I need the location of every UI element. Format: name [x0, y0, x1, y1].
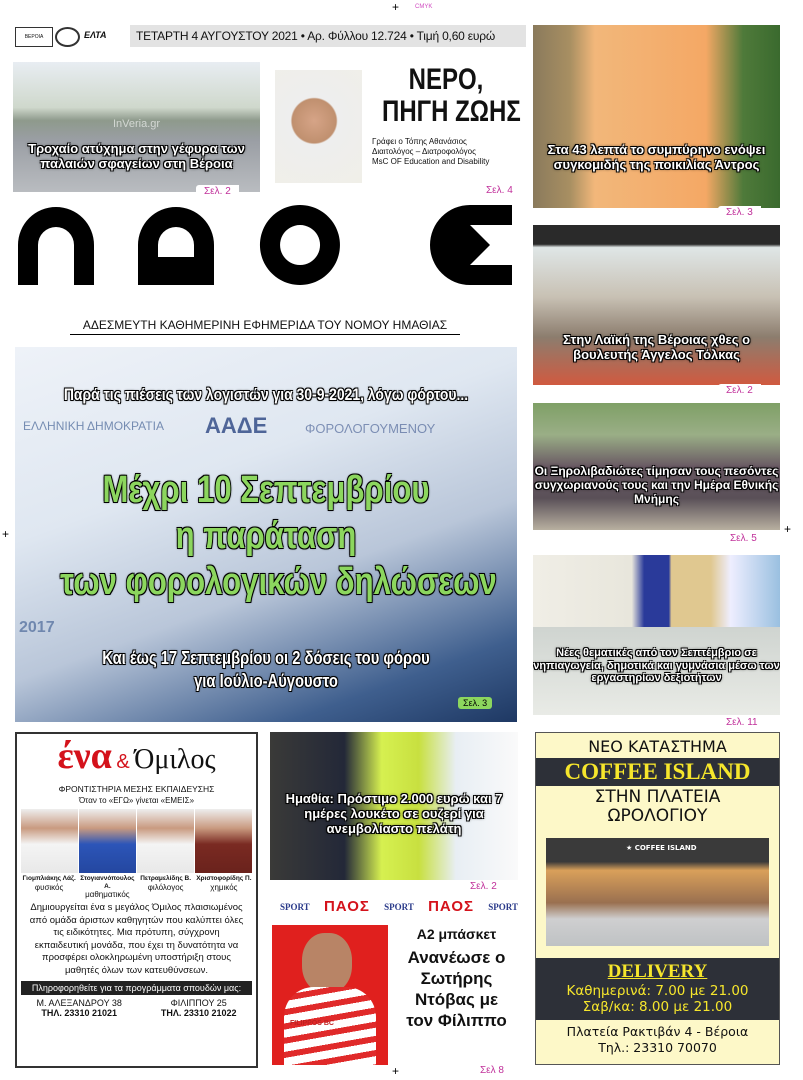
- registration-mark: +: [2, 527, 10, 541]
- page-ref[interactable]: Σελ. 4: [478, 184, 521, 197]
- photo-text: ΕΛΛΗΝΙΚΗ ΔΗΜΟΚΡΑΤΙΑ: [23, 419, 164, 433]
- classroom-photo[interactable]: [533, 555, 780, 715]
- main-subhead: Και έως 17 Σεπτεμβρίου οι 2 δόσεις του φόρου για Ιούλιο-Αύγουστο: [102, 648, 430, 691]
- page-ref[interactable]: Σελ 8: [472, 1064, 512, 1077]
- photo-text: 2017: [19, 619, 55, 636]
- logo-letter-omicron: [260, 205, 340, 285]
- storefront-photo: [546, 838, 769, 946]
- registration-mark: +: [784, 522, 792, 536]
- sport-kicker: Α2 μπάσκετ: [416, 926, 497, 942]
- registration-mark: +: [392, 1064, 400, 1078]
- story-headline[interactable]: Ημαθία: Πρόστιμο 2.000 ευρώ και 7 ημέρες λουκέτο σε ουζερί για ανεμβολίαστο πελάτη: [285, 791, 503, 836]
- story-headline[interactable]: Στα 43 λεπτά το συμπύρηνο ενόψει συγκομιδής της ποικιλίας Άντρος: [547, 142, 766, 172]
- masthead-tagline: ΑΔΕΣΜΕΥΤΗ ΚΑΘΗΜΕΡΙΝΗ ΕΦΗΜΕΡΙΔΑ ΤΟΥ ΝΟΜΟΥ ΗΜΑΘΙΑΣ: [70, 318, 460, 335]
- omilos-ad[interactable]: [15, 732, 258, 1068]
- cmyk-mark: CMYK: [415, 4, 433, 10]
- photo-text: ΦΟΡΟΛΟΓΟΥΜΕΝΟΥ: [305, 421, 436, 436]
- masthead-logo: [18, 205, 512, 285]
- sport-headline[interactable]: Ανανέωσε ο Σωτήρης Ντόβας με τον Φίλιππο: [406, 948, 507, 1030]
- story-headline[interactable]: Στην Λαϊκή της Βέροιας χθες ο βουλευτής Άγγελος Τόλκας: [562, 332, 751, 362]
- story-headline[interactable]: Οι Ξηρολιβαδιώτες τίμησαν τους πεσόντες συγχωριανούς τους και την Ημέρα Εθνικής Μνήμης: [534, 464, 779, 506]
- teachers-row: [20, 809, 253, 899]
- teacher-card: Πετραμελίδης Β. φιλόλογος: [137, 809, 194, 899]
- teacher-photo: [195, 809, 252, 873]
- teacher-photo: [21, 809, 78, 873]
- peach-harvest-photo[interactable]: [533, 25, 780, 208]
- omilos-subtitle: ΦΡΟΝΤΙΣΤΗΡΙΑ ΜΕΣΗΣ ΕΚΠΑΙΔΕΥΣΗΣ: [58, 784, 215, 794]
- page-ref[interactable]: Σελ. 3: [718, 206, 761, 219]
- ampersand-icon: &: [116, 751, 130, 773]
- column-byline: Γράφει ο Τόπης Αθανάσιος Διαιτολόγος – Διατροφολόγος MsC OF Education and Disability: [372, 137, 490, 166]
- page-ref[interactable]: Σελ. 5: [722, 532, 765, 545]
- basketball-player-photo[interactable]: FILIPPOS BC: [272, 925, 388, 1065]
- logo-letter-alpha: [138, 207, 214, 285]
- omilos-body: Δημιουργείται ένα s μεγάλος Όμιλος πλαισιωμένος από ομάδα άριστων καθηγητών που καλύπτει όλες τις ειδικότητες. Μια πρότυπη, σύγχρονη εκπαιδευτική μονάδα, που έχει τη δυνατότητα να προσφέρει ολοκληρωμένη υποστήριξη στους μαθητές όλων των κατευθύνσεων.: [29, 902, 244, 976]
- sport-bar: SPORT ΠΑΟΣ SPORT ΠΑΟΣ SPORT: [280, 898, 518, 915]
- sport-story-text: [393, 926, 520, 1031]
- accident-headline[interactable]: Τροχαίο ατύχημα στην γέφυρα των παλαιών σφαγείων στη Βέροια: [28, 141, 245, 171]
- teacher-photo: [137, 809, 194, 873]
- registration-mark: +: [392, 0, 400, 14]
- page-ref[interactable]: Σελ. 2: [718, 384, 761, 397]
- teacher-card: Χριστοφορίδης Π. χημικός: [195, 809, 252, 899]
- paos-logo-small: ΠΑΟΣ: [323, 898, 370, 915]
- paos-logo-small: ΠΑΟΣ: [428, 898, 475, 915]
- memorial-photo[interactable]: [533, 403, 780, 530]
- page-ref[interactable]: Σελ. 3: [458, 697, 492, 709]
- teacher-photo: [79, 809, 136, 873]
- logo-letter-sigma: [430, 205, 512, 285]
- column-title: ΝΕΡΟ, ΠΗΓΗ ΖΩΗΣ: [382, 63, 521, 128]
- teacher-card: Γιομπλιάκης Λάζ. φυσικός: [21, 809, 78, 899]
- page-ref[interactable]: Σελ. 2: [462, 880, 505, 893]
- accident-photo[interactable]: [13, 62, 260, 192]
- elta-logo: ΕΛΤΑ: [84, 30, 107, 40]
- omilos-brand: ένα: [57, 735, 112, 777]
- main-headline: Μέχρι 10 Σεπτεμβρίου η παράταση των φορολογικών δηλώσεων: [60, 469, 497, 603]
- police-photo[interactable]: [270, 732, 518, 880]
- story-headline[interactable]: Νέες θεματικές από τον Σεπτέμβριο σε νηπιαγωγεία, δημοτικά και γυμνάσια μέσω των εργαστηρίων δεξιοτήτων: [533, 647, 780, 685]
- main-kicker[interactable]: Παρά τις πιέσεις των λογιστών για 30-9-2021, λόγω φόρτου...: [63, 385, 469, 404]
- omilos-addresses: Μ. ΑΛΕΞΑΝΔΡΟΥ 38 ΤΗΛ. 23310 21021 ΦΙΛΙΠΠΟΥ 25 ΤΗΛ. 23310 21022: [36, 998, 237, 1018]
- page-ref[interactable]: Σελ. 11: [718, 716, 766, 729]
- delivery-box: DELIVERY Καθημερινά: 7.00 με 21.00 Σαβ/κα: 8.00 με 21.00: [536, 958, 779, 1020]
- dateline: ΤΕΤΑΡΤΗ 4 ΑΥΓΟΥΣΤΟΥ 2021 • Αρ. Φύλλου 12.724 • Τιμή 0,60 ευρώ: [130, 25, 526, 47]
- omilos-info-bar: Πληροφορηθείτε για τα προγράμματα σπουδών μας:: [21, 981, 252, 995]
- author-photo: [275, 70, 362, 183]
- market-photo[interactable]: [533, 225, 780, 385]
- publisher-logo: ΒΕΡΟΙΑ: [15, 27, 53, 47]
- main-story-photo[interactable]: [15, 347, 517, 722]
- page-ref[interactable]: Σελ. 2: [196, 185, 239, 198]
- star-icon: ★ COFFEE ISLAND: [626, 844, 697, 852]
- omilos-motto: Όταν το «ΕΓΩ» γίνεται «ΕΜΕΙΣ»: [78, 796, 195, 805]
- watermark: InVeria.gr: [113, 118, 161, 130]
- coffee-island-ad[interactable]: ΝΕΟ ΚΑΤΑΣΤΗΜΑ COFFEE ISLAND ΣΤΗΝ ΠΛΑΤΕΙΑ ΩΡΟΛΟΓΙΟΥ ★ COFFEE ISLAND DELIVERY Καθημερινά: 7.00 με 21.00 Σαβ/κα: 8.00 με 21.00 Πλατεία Ρακτιβάν 4 - Βέροια Τηλ.: 23310 70070: [535, 732, 780, 1065]
- seal-logo: [55, 27, 80, 47]
- omilos-brand: Όμιλος: [134, 744, 216, 775]
- coffee-brand: COFFEE ISLAND: [536, 758, 779, 786]
- logo-letter-pi: [18, 207, 94, 285]
- teacher-card: Στογιαννόπουλος Α. μαθηματικός: [79, 809, 136, 899]
- photo-text: ΑΑΔΕ: [205, 413, 268, 438]
